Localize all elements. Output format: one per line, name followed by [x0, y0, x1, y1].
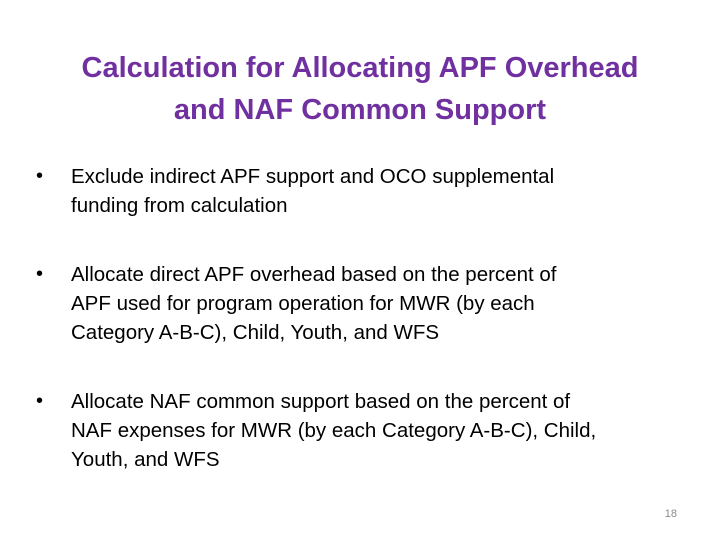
- bullet-text-line: Allocate NAF common support based on the percent of: [71, 390, 571, 413]
- bullet-item: [36, 260, 676, 347]
- bullet-list: [36, 162, 676, 474]
- bullet-text-line: Youth, and WFS: [71, 448, 220, 471]
- slide-title: [30, 47, 690, 131]
- page-number: 18: [664, 508, 677, 520]
- bullet-icon: •: [36, 263, 44, 285]
- slide-title-line-1: Calculation for Allocating APF Overhead: [81, 52, 639, 85]
- slide-title-line-2: and NAF Common Support: [173, 94, 547, 127]
- bullet-text-line: Category A-B-C), Child, Youth, and WFS: [71, 321, 440, 344]
- bullet-icon: •: [36, 390, 44, 412]
- bullet-item: [36, 162, 676, 220]
- bullet-text-line: Allocate direct APF overhead based on the percent of: [71, 263, 557, 286]
- bullet-icon: •: [36, 165, 44, 187]
- bullet-item: [36, 387, 676, 474]
- bullet-text-line: APF used for program operation for MWR (by each: [71, 292, 535, 315]
- bullet-text-line: funding from calculation: [71, 194, 288, 217]
- bullet-text-line: NAF expenses for MWR (by each Category A-B-C), Child,: [71, 419, 597, 442]
- bullet-text-line: Exclude indirect APF support and OCO supplemental: [71, 165, 555, 188]
